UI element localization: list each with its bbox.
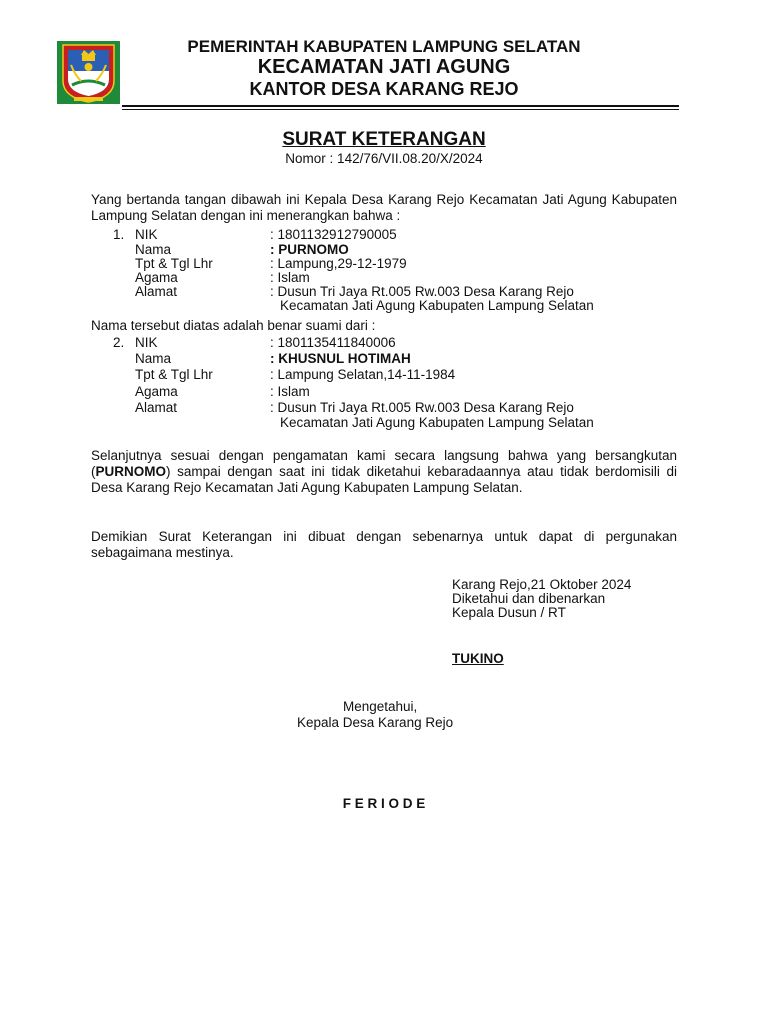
statement-paragraph xyxy=(91,448,677,496)
statement-subject-name: PURNOMO xyxy=(95,464,166,479)
letterhead-divider-thick xyxy=(122,105,679,107)
village-head-acknowledge: Mengetahui, xyxy=(343,699,418,714)
person1-religion-label: Agama xyxy=(135,270,178,285)
person2-number: 2. xyxy=(113,335,125,350)
person1-name-value: : PURNOMO xyxy=(270,242,349,257)
person2-birth-label: Tpt & Tgl Lhr xyxy=(135,367,213,382)
person1-birth-value: : Lampung,29-12-1979 xyxy=(270,256,407,271)
person2-nik-value: : 1801135411840006 xyxy=(270,335,396,350)
letterhead-line-3: KANTOR DESA KARANG REJO xyxy=(249,79,519,99)
document-number: Nomor : 142/76/VII.08.20/X/2024 xyxy=(285,151,483,166)
person1-nik-value: : 1801132912790005 xyxy=(270,227,397,242)
person2-name-label: Nama xyxy=(135,351,172,366)
statement-text-end: ) sampai dengan saat ini tidak diketahui kebaradaannya atau tidak berdomisili di Desa Karang Rejo Kecamatan Jati Agung Kabupaten Lampung Selatan. xyxy=(91,464,677,495)
person2-name-value: : KHUSNUL HOTIMAH xyxy=(270,351,411,366)
person2-birth-value: : Lampung Selatan,14-11-1984 xyxy=(270,367,456,382)
person2-nik-label: NIK xyxy=(135,335,158,350)
statement-text-start: Selanjutnya sesuai dengan pengamatan kami secara langsung bahwa yang bersangkutan ( xyxy=(91,448,677,479)
person2-religion-value: : Islam xyxy=(270,384,310,399)
letterhead-divider-thin xyxy=(122,109,679,110)
village-head-position: Kepala Desa Karang Rejo xyxy=(297,715,454,730)
person1-number: 1. xyxy=(113,227,125,242)
person1-address-label: Alamat xyxy=(135,284,178,299)
person1-name-label: Nama xyxy=(135,242,172,257)
person1-address-line2: Kecamatan Jati Agung Kabupaten Lampung Selatan xyxy=(280,298,594,313)
person2-address-label: Alamat xyxy=(135,400,178,415)
person2-address-line1: : Dusun Tri Jaya Rt.005 Rw.003 Desa Karang Rejo xyxy=(270,400,574,415)
person2-address-line2: Kecamatan Jati Agung Kabupaten Lampung Selatan xyxy=(280,415,594,430)
place-date: Karang Rejo,21 Oktober 2024 xyxy=(452,577,632,592)
person2-religion-label: Agama xyxy=(135,384,178,399)
person1-address-line1: : Dusun Tri Jaya Rt.005 Rw.003 Desa Karang Rejo xyxy=(270,284,574,299)
closing-paragraph: Demikian Surat Keterangan ini dibuat dengan sebenarnya untuk dapat di pergunakan sebagaimana mestinya. xyxy=(91,529,677,560)
letterhead-line-1: PEMERINTAH KABUPATEN LAMPUNG SELATAN xyxy=(187,37,581,56)
relation-statement: Nama tersebut diatas adalah benar suami dari : xyxy=(91,318,376,333)
person1-nik-label: NIK xyxy=(135,227,158,242)
rt-acknowledged-text: Diketahui dan dibenarkan xyxy=(452,591,606,606)
document-title: SURAT KETERANGAN xyxy=(282,129,486,150)
letterhead-line-2: KECAMATAN JATI AGUNG xyxy=(257,56,511,78)
person1-religion-value: : Islam xyxy=(270,270,310,285)
person1-birth-label: Tpt & Tgl Lhr xyxy=(135,256,213,271)
rt-position: Kepala Dusun / RT xyxy=(452,605,566,620)
intro-paragraph: Yang bertanda tangan dibawah ini Kepala Desa Karang Rejo Kecamatan Jati Agung Kabupaten Lampung Selatan dengan ini menerangkan bahwa : xyxy=(91,192,677,223)
village-head-name: F E R I O D E xyxy=(342,796,426,811)
rt-signatory-name: TUKINO xyxy=(452,651,504,666)
